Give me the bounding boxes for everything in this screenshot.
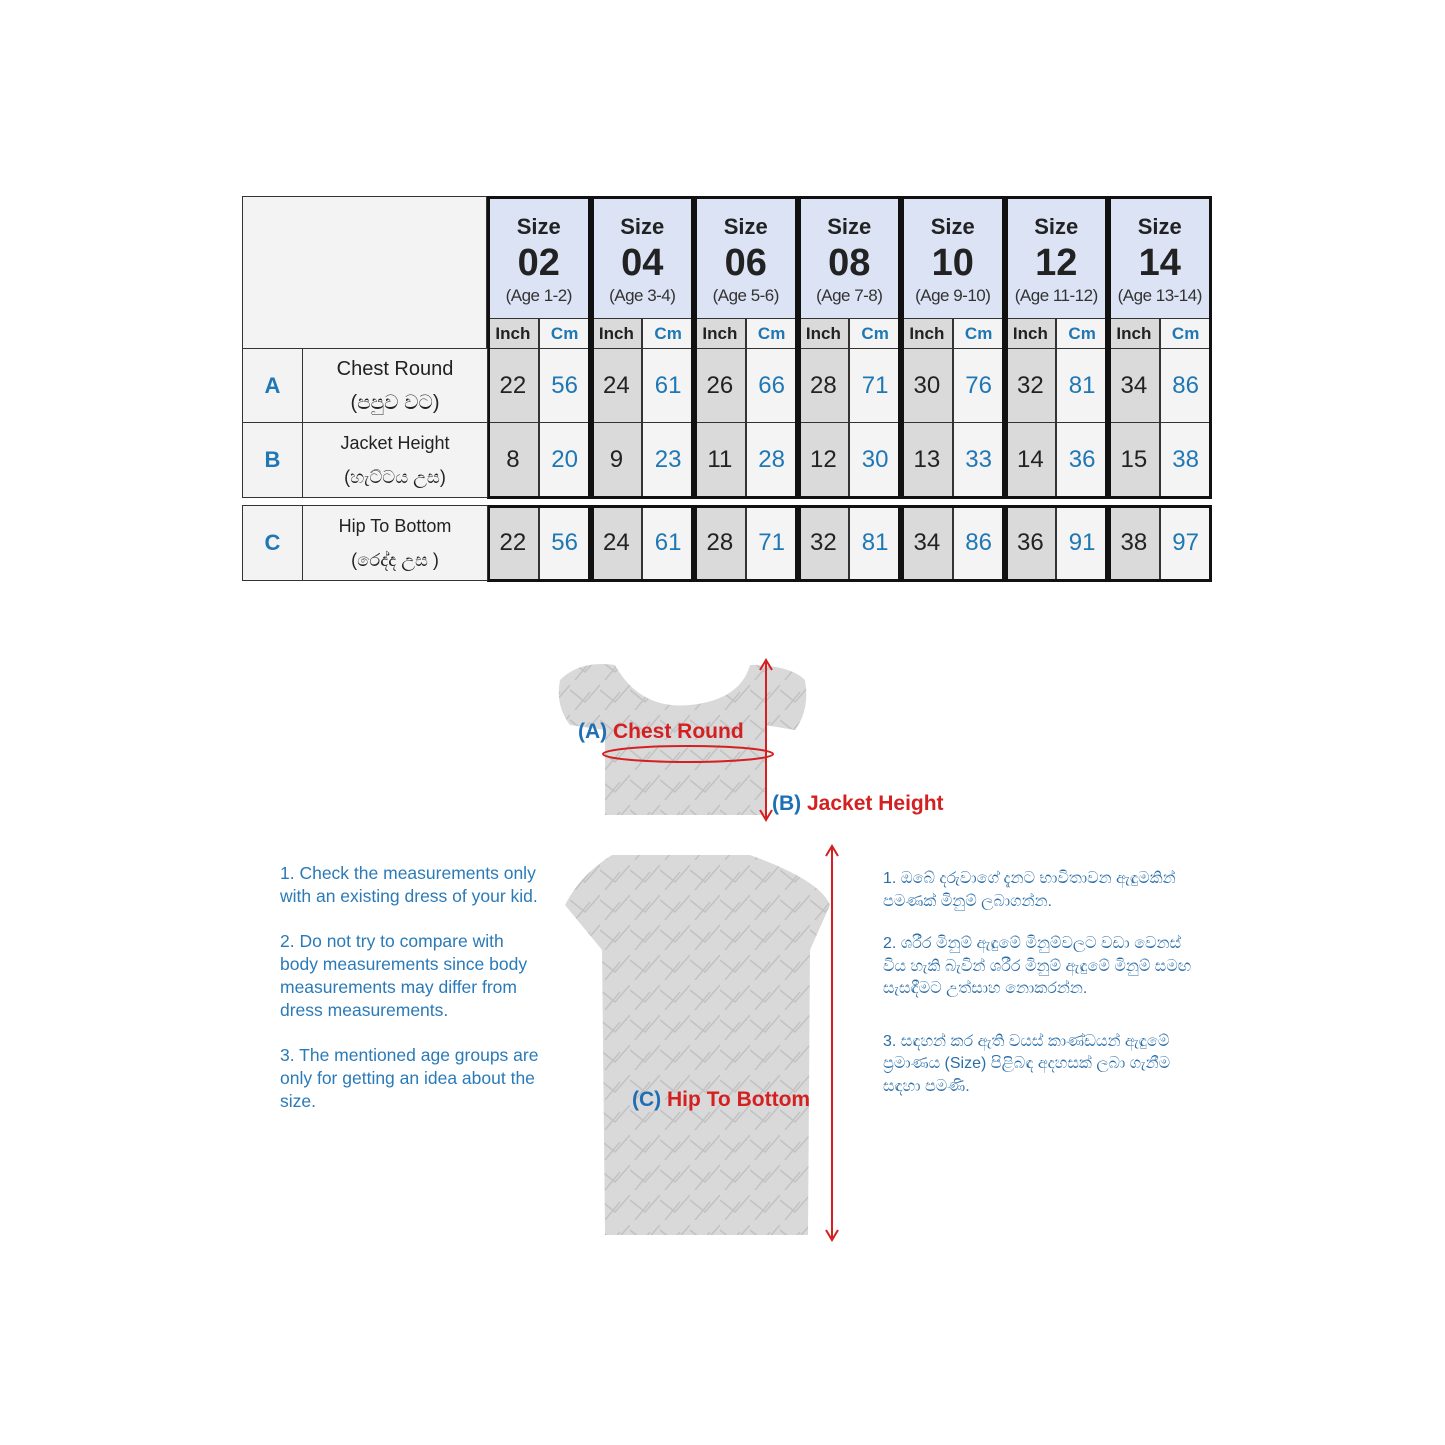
inch-value-B xyxy=(1108,422,1160,498)
unit-label: Inch xyxy=(702,323,738,343)
inch-value-B xyxy=(694,422,746,498)
size-number: 10 xyxy=(931,242,974,284)
row-label-A xyxy=(302,348,488,423)
size-number: 08 xyxy=(828,242,871,284)
inch-value-A xyxy=(1005,348,1057,423)
value: 38 xyxy=(1120,529,1148,556)
unit-inch xyxy=(694,318,746,349)
unit-cm xyxy=(642,318,694,349)
unit-cm xyxy=(746,318,798,349)
inch-value-A xyxy=(1108,348,1160,423)
row-letter-B xyxy=(242,422,303,498)
inch-value-B xyxy=(487,422,539,498)
row-name: Chest Round xyxy=(336,357,454,380)
size-header-08 xyxy=(798,196,902,320)
size-header-12 xyxy=(1005,196,1109,320)
inch-value-C xyxy=(901,505,953,581)
value: 8 xyxy=(506,446,520,473)
row-name-sinhala: (පපුව වට) xyxy=(350,391,440,414)
cm-value-B xyxy=(746,422,798,498)
value: 32 xyxy=(810,529,837,556)
unit-label: Cm xyxy=(654,323,682,343)
row-letter-C xyxy=(242,505,303,581)
row-name: Jacket Height xyxy=(340,433,450,453)
value: 22 xyxy=(499,529,527,556)
size-header-14 xyxy=(1108,196,1212,320)
size-label: Size xyxy=(1137,214,1182,239)
value: 36 xyxy=(1068,446,1096,473)
jacket-height-label xyxy=(772,792,944,816)
age-range: (Age 11-12) xyxy=(1014,286,1098,305)
row-label-C xyxy=(302,505,488,581)
row-letter: A xyxy=(264,372,281,398)
unit-label: Cm xyxy=(1171,323,1200,343)
row-name: Hip To Bottom xyxy=(338,516,452,536)
cm-value-A xyxy=(849,348,901,423)
inch-value-B xyxy=(901,422,953,498)
size-header-04 xyxy=(591,196,695,320)
row-letter: C xyxy=(264,530,281,555)
value: 15 xyxy=(1120,446,1148,473)
unit-label: Inch xyxy=(1116,323,1152,343)
unit-label: Inch xyxy=(805,323,841,343)
size-label: Size xyxy=(1034,214,1079,239)
value: 91 xyxy=(1068,529,1096,556)
label-text: Jacket Height xyxy=(807,792,944,815)
header-blank-cell xyxy=(242,196,487,349)
unit-label: Cm xyxy=(757,323,786,343)
size-number: 14 xyxy=(1138,242,1181,284)
inch-value-C xyxy=(487,505,539,581)
value: 61 xyxy=(654,529,682,556)
unit-inch xyxy=(487,318,539,349)
inch-value-C xyxy=(694,505,746,581)
value: 23 xyxy=(654,446,682,473)
note-3: 3. The mentioned age groups are only for getting an idea about the size. xyxy=(280,1045,539,1111)
size-header-10 xyxy=(901,196,1005,320)
cm-value-C xyxy=(539,505,591,581)
row-letter: B xyxy=(264,447,281,472)
value: 14 xyxy=(1017,446,1044,473)
cm-value-B xyxy=(953,422,1005,498)
inch-value-C xyxy=(591,505,643,581)
cm-value-B xyxy=(642,422,694,498)
cm-value-C xyxy=(1160,505,1212,581)
inch-value-C xyxy=(1108,505,1160,581)
cm-value-A xyxy=(539,348,591,423)
cm-value-B xyxy=(1056,422,1108,498)
value: 81 xyxy=(1068,371,1096,399)
value: 71 xyxy=(758,529,785,556)
size-number: 02 xyxy=(517,242,560,284)
cm-value-C xyxy=(746,505,798,581)
value: 22 xyxy=(499,371,527,399)
inch-value-A xyxy=(591,348,643,423)
value: 81 xyxy=(861,529,889,556)
value: 61 xyxy=(654,371,682,399)
age-range: (Age 1-2) xyxy=(505,286,572,305)
unit-label: Inch xyxy=(598,323,634,343)
value: 9 xyxy=(609,446,624,473)
value: 56 xyxy=(551,529,578,556)
row-label-B xyxy=(302,422,488,498)
cm-value-C xyxy=(849,505,901,581)
value: 28 xyxy=(758,446,785,473)
unit-cm xyxy=(953,318,1005,349)
size-label: Size xyxy=(930,214,975,239)
row-letter-A xyxy=(242,348,303,423)
age-range: (Age 7-8) xyxy=(816,286,883,305)
value: 12 xyxy=(810,446,837,473)
inch-value-A xyxy=(798,348,850,423)
unit-inch xyxy=(1005,318,1057,349)
note-si-1: 1. ඔබේ දරුවාගේ දැනට භාවිතාවන ඇඳුමකින් පමණක් මිනුම් ලබාගන්න. xyxy=(883,870,1176,910)
value: 34 xyxy=(913,529,941,556)
value: 33 xyxy=(965,446,992,473)
value: 56 xyxy=(551,371,578,399)
cm-value-B xyxy=(1160,422,1212,498)
value: 36 xyxy=(1017,529,1044,556)
cm-value-A xyxy=(953,348,1005,423)
unit-inch xyxy=(1108,318,1160,349)
size-label: Size xyxy=(723,214,768,239)
unit-label: Cm xyxy=(861,323,889,343)
value: 32 xyxy=(1017,371,1044,399)
value: 66 xyxy=(758,371,785,399)
value: 26 xyxy=(706,371,734,399)
cm-value-A xyxy=(1160,348,1212,423)
cm-value-B xyxy=(539,422,591,498)
value: 24 xyxy=(603,371,630,399)
value: 24 xyxy=(603,529,630,556)
english-notes xyxy=(280,862,545,1135)
row-name-sinhala: (හැට්ටය උස) xyxy=(344,467,446,487)
chest-round-label xyxy=(578,720,744,744)
value: 71 xyxy=(861,371,889,399)
sinhala-notes xyxy=(883,868,1193,1118)
value: 86 xyxy=(1172,371,1199,399)
cm-value-A xyxy=(746,348,798,423)
label-letter: (C) xyxy=(632,1088,662,1111)
note-1: 1. Check the measurements only with an existing dress of your kid. xyxy=(280,863,538,906)
size-label: Size xyxy=(827,214,872,239)
cm-value-C xyxy=(953,505,1005,581)
unit-label: Inch xyxy=(1012,323,1048,343)
label-letter: (A) xyxy=(578,720,608,743)
inch-value-A xyxy=(487,348,539,423)
size-header-02 xyxy=(487,196,591,320)
inch-value-A xyxy=(901,348,953,423)
age-range: (Age 13-14) xyxy=(1117,286,1202,305)
age-range: (Age 3-4) xyxy=(609,286,676,305)
unit-cm xyxy=(539,318,591,349)
size-number: 04 xyxy=(621,242,664,284)
note-si-2: 2. ශරීර මිනුම් ඇඳුමේ මිනුම්වලට වඩා වෙනස් විය හැකි බැවින් ශරීර මිනුම් ඇඳුමේ මිනුම් සමඟ සැසඳීමට උත්සාහ නොකරන්න. xyxy=(883,935,1192,997)
value: 38 xyxy=(1172,446,1199,473)
note-2: 2. Do not try to compare with body measurements since body measurements may differ from dress measurements. xyxy=(280,931,528,1020)
cm-value-C xyxy=(1056,505,1108,581)
note-si-3: 3. සඳහන් කර ඇති වයස් කාණ්ඩයන් ඇඳුමේ ප්‍රමාණය (Size) පිළිබඳ අදහසක් ලබා ගැනීම සඳහා පමණි. xyxy=(883,1032,1171,1095)
inch-value-B xyxy=(1005,422,1057,498)
size-label: Size xyxy=(620,214,665,239)
inch-value-C xyxy=(798,505,850,581)
size-number: 12 xyxy=(1035,242,1078,284)
size-label: Size xyxy=(516,214,561,239)
size-chart-table xyxy=(242,196,1212,582)
label-text: Hip To Bottom xyxy=(667,1088,811,1111)
cm-value-C xyxy=(642,505,694,581)
inch-value-B xyxy=(798,422,850,498)
unit-label: Cm xyxy=(1068,323,1096,343)
age-range: (Age 9-10) xyxy=(915,286,991,305)
label-letter: (B) xyxy=(772,792,802,815)
value: 97 xyxy=(1172,529,1199,556)
value: 13 xyxy=(913,446,941,473)
unit-inch xyxy=(901,318,953,349)
unit-inch xyxy=(798,318,850,349)
inch-value-C xyxy=(1005,505,1057,581)
value: 20 xyxy=(551,446,578,473)
size-header-06 xyxy=(694,196,798,320)
inch-value-A xyxy=(694,348,746,423)
value: 76 xyxy=(965,371,992,399)
hip-bottom-label xyxy=(632,1088,810,1112)
unit-inch xyxy=(591,318,643,349)
skirt-shape xyxy=(565,855,830,1235)
unit-cm xyxy=(849,318,901,349)
unit-cm xyxy=(1056,318,1108,349)
unit-label: Cm xyxy=(964,323,993,343)
value: 28 xyxy=(706,529,734,556)
unit-label: Cm xyxy=(550,323,579,343)
unit-cm xyxy=(1160,318,1212,349)
unit-label: Inch xyxy=(495,323,531,343)
value: 86 xyxy=(965,529,992,556)
cm-value-B xyxy=(849,422,901,498)
value: 11 xyxy=(707,446,733,473)
age-range: (Age 5-6) xyxy=(712,286,779,305)
value: 30 xyxy=(861,446,889,473)
cm-value-A xyxy=(642,348,694,423)
row-name-sinhala: (රෙද්ද උස ) xyxy=(351,550,439,570)
value: 28 xyxy=(810,371,837,399)
unit-label: Inch xyxy=(909,323,945,343)
size-number: 06 xyxy=(724,242,767,284)
cm-value-A xyxy=(1056,348,1108,423)
label-text: Chest Round xyxy=(613,720,744,743)
inch-value-B xyxy=(591,422,643,498)
value: 30 xyxy=(913,371,941,399)
value: 34 xyxy=(1120,371,1148,399)
